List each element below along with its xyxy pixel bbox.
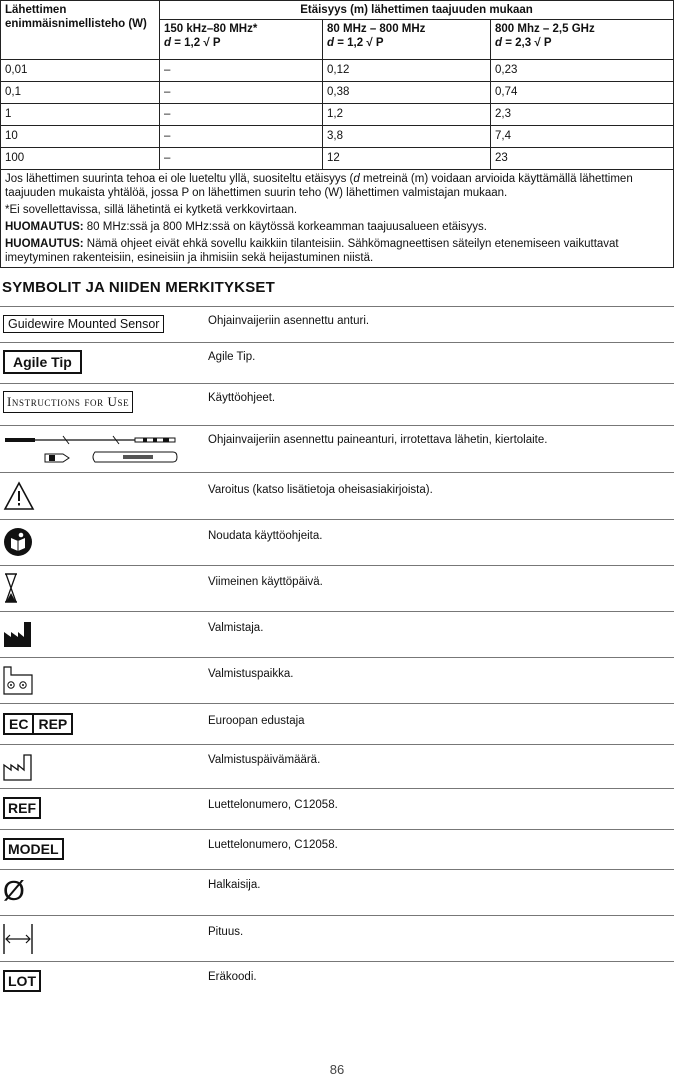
table-cell: – [160, 126, 323, 148]
manufacturer-icon [3, 620, 33, 651]
symbol-row [0, 565, 674, 611]
table-cell: – [160, 60, 323, 82]
symbol-row [0, 744, 674, 788]
symbol-text: Ohjainvaijeriin asennettu paineanturi, irrotettava lähetin, kiertolaite. [208, 434, 548, 446]
symbol-text: Ohjainvaijeriin asennettu anturi. [208, 315, 370, 327]
band-formula: = 1,2 √ P [334, 37, 384, 49]
symbol-text: Agile Tip. [208, 351, 256, 363]
symbol-text: Euroopan edustaja [208, 715, 305, 727]
table-row [1, 104, 674, 126]
symbol-text: Viimeinen käyttöpäivä. [208, 576, 323, 588]
symbol-text: Noudata käyttöohjeita. [208, 530, 323, 542]
band-formula: = 2,3 √ P [502, 37, 552, 49]
model-icon: MODEL [3, 838, 64, 860]
table-cell: 0,23 [491, 60, 674, 82]
symbols-title: SYMBOLIT JA NIIDEN MERKITYKSET [2, 279, 275, 296]
table-cell: 100 [1, 148, 160, 170]
symbol-list [0, 306, 674, 1007]
symbol-row [0, 915, 674, 961]
table-row [1, 148, 674, 170]
agile-tip-icon: Agile Tip [3, 350, 82, 374]
table-cell: 7,4 [491, 126, 674, 148]
table-cell: 2,3 [491, 104, 674, 126]
symbol-row [0, 703, 674, 744]
symbol-row [0, 961, 674, 1007]
table-cell: 0,12 [323, 60, 491, 82]
table-cell: 1,2 [323, 104, 491, 126]
symbol-text: Valmistuspaikka. [208, 668, 294, 680]
symbol-text: Luettelonumero, C12058. [208, 839, 338, 851]
symbol-row [0, 425, 674, 472]
diameter-icon: Ø [3, 875, 25, 906]
manufacture-place-icon [3, 665, 33, 698]
table-cell: – [160, 104, 323, 126]
band-header: 800 Mhz – 2,5 GHz d = 2,3 √ P [491, 20, 674, 60]
symbol-row [0, 519, 674, 565]
symbol-row [0, 306, 674, 342]
lot-icon: LOT [3, 970, 41, 992]
symbol-row [0, 788, 674, 829]
page-number: 86 [329, 1062, 345, 1077]
symbol-text: Luettelonumero, C12058. [208, 799, 338, 811]
symbol-text: Valmistaja. [208, 622, 264, 634]
separation-distance-table [0, 0, 674, 268]
symbol-row [0, 472, 674, 519]
warning-icon [3, 481, 35, 514]
table-cell: – [160, 82, 323, 104]
symbol-text: Pituus. [208, 926, 244, 938]
table-row [1, 126, 674, 148]
symbol-row [0, 829, 674, 869]
distance-header: Etäisyys (m) lähettimen taajuuden mukaan [160, 1, 674, 20]
power-header: Lähettimen enimmäisnimellisteho (W) [1, 1, 160, 60]
device-drawing-icon [3, 431, 179, 470]
symbol-text: Halkaisija. [208, 879, 261, 891]
guidewire-sensor-icon: Guidewire Mounted Sensor [3, 315, 164, 333]
symbol-row [0, 869, 674, 915]
band-formula: = 1,2 √ P [171, 37, 221, 49]
follow-instructions-icon [3, 527, 33, 560]
table-cell: 0,1 [1, 82, 160, 104]
symbol-row [0, 383, 674, 425]
symbol-text: Eräkoodi. [208, 971, 257, 983]
ec-rep-icon: EC REP [3, 713, 73, 735]
length-icon [3, 923, 33, 958]
table-notes: Jos lähettimen suurinta tehoa ei ole lueteltu yllä, suositeltu etäisyys (d metreinä (m) voidaan arvioida käyttämällä lähettimen taajuuden mukaista yhtälöä, jossa P on lähettimen suurin teho (W) lähettimen valmistajan mukaan. *Ei sovellettavissa, sillä lähetintä ei kytketä verkkovirtaan. HUOMAUTUS: 80 MHz:ssä ja 800 MHz:ssä on käytössä korkeamman taajuusalueen etäisyys. HUOMAUTUS: Nämä ohjeet eivät ehkä sovellu kaikkiin tilanteisiin. Sähkömagneettisen säteilyn etenemiseen vaikuttavat imeytyminen rakenteisiin, esineisiin ja ihmisiin sekä heijastuminen niistä. [1, 170, 674, 268]
instructions-icon: Instructions for Use [3, 391, 133, 413]
symbol-text: Valmistuspäivämäärä. [208, 754, 321, 766]
table-row [1, 60, 674, 82]
table-cell: 23 [491, 148, 674, 170]
table-cell: – [160, 148, 323, 170]
table-cell: 1 [1, 104, 160, 126]
table-row [1, 82, 674, 104]
table-cell: 0,01 [1, 60, 160, 82]
symbol-row [0, 657, 674, 703]
manufacture-date-icon [3, 753, 33, 784]
hourglass-icon [3, 573, 19, 606]
symbol-row [0, 342, 674, 383]
table-cell: 0,74 [491, 82, 674, 104]
band-header: 150 kHz–80 MHz* d = 1,2 √ P [160, 20, 323, 60]
symbol-text: Varoitus (katso lisätietoja oheisasiakirjoista). [208, 484, 433, 496]
symbol-row [0, 611, 674, 657]
table-cell: 12 [323, 148, 491, 170]
ref-icon: REF [3, 797, 41, 819]
table-cell: 3,8 [323, 126, 491, 148]
band-header: 80 MHz – 800 MHz d = 1,2 √ P [323, 20, 491, 60]
symbol-text: Käyttöohjeet. [208, 392, 276, 404]
table-cell: 0,38 [323, 82, 491, 104]
table-cell: 10 [1, 126, 160, 148]
